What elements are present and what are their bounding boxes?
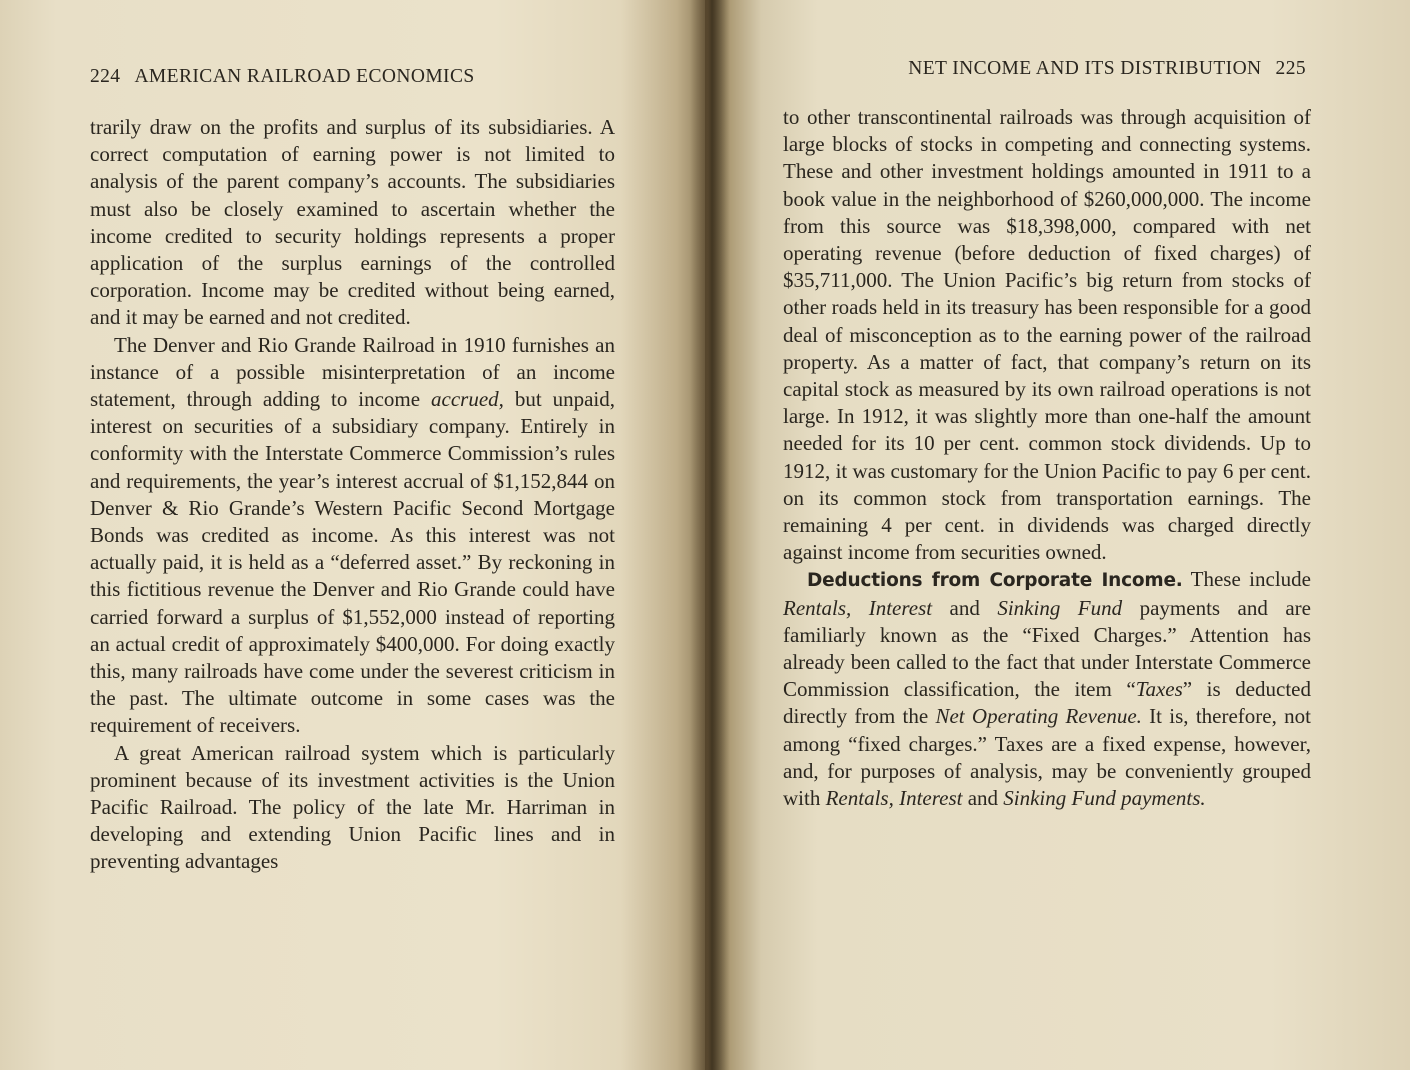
paragraph-deductions [783,566,1311,812]
deductions-heading: Deductions from Corporate Income. [807,570,1183,592]
deductions-italic-3: Taxes [1135,677,1183,702]
left-running-title: AMERICAN RAILROAD ECONOMICS [134,66,475,87]
paragraph-transcontinental: to other transcontinental railroads was through acquisition of large blocks of stocks in competing and connecting systems. These and other investment holdings amounted in 1911 to a book value in the neighborhood of $260,000,000. The income from this source was $18,398,000, compared with net operating revenue (before deduction of fixed charges) of $35,711,000. The Union Pacific’s big return from stocks of other roads held in its treasury has been responsible for a good deal of misconception as to the earning power of the railroad property. As a matter of fact, that company’s return on its capital stock as measured by its own railroad operations is not large. In 1912, it was slightly more than one-half the amount needed for its 10 per cent. common stock dividends. Up to 1912, it was customary for the Union Pacific to pay 6 per cent. on its common stock from transportation earnings. The remaining 4 per cent. in dividends was charged directly against income from securities owned. [783,105,1311,565]
deductions-italic-1: Rentals, Interest [783,595,933,620]
denver-text-part-1: The Denver and Rio Grande Railroad in 1910 furnishes an instance of a possible misinterpretation of an income statement, through adding to income [90,332,615,412]
paragraph-union-pacific: A great American railroad system which is particularly prominent because of its investment activities is the Union Pacific Railroad. The policy of the late Mr. Harriman in developing and extending Union Pacific lines and in preventing advantages [90,740,615,874]
deductions-text-5: It is, therefore, not among “fixed charges.” Taxes are a fixed expense, however, and, for purposes of analysis, may be conveniently grouped with [783,704,1311,811]
deductions-text-1: These include [1182,567,1311,592]
right-running-title: NET INCOME AND ITS DISTRIBUTION [908,58,1262,79]
deductions-text-6: and [962,786,1004,811]
deductions-text-4: ” is deducted directly from the [783,677,1311,729]
denver-italic-accrued: accrued, [431,387,504,412]
right-page [705,0,1410,1070]
denver-text-part-2: but unpaid, interest on securities of a subsidiary company. Entirely in conformity with the Interstate Commerce Commission’s rules and requirements, the year’s interest accrual of $1,152,844 on Denver & Rio Grande’s Western Pacific Second Mortgage Bonds was credited as income. As this interest was not actually paid, it is held as a “deferred asset.” By reckoning in this fictitious revenue the Denver and Rio Grande could have carried forward a surplus of $1,552,000 instead of reporting an actual credit of approximately $400,000. For doing exactly this, many railroads have come under the severest criticism in the past. The ultimate outcome in some cases was the requirement of receivers. [90,387,615,738]
deductions-text-2: and [932,595,998,620]
deductions-italic-2: Sinking Fund [997,595,1123,620]
left-page-number: 224 [90,66,121,87]
deductions-text-3: payments and are familiarly known as the “Fixed Charges.” Attention has already been called to the fact that under Interstate Commerce Commission classification, the item “ [783,595,1311,702]
left-text-block [90,114,615,876]
right-page-number: 225 [1275,58,1306,79]
paragraph-denver-rio-grande [90,332,615,740]
deductions-italic-4: Net Operating Revenue. [935,704,1142,729]
paragraph-subsidiaries: trarily draw on the profits and surplus of its subsidiaries. A correct computation of earning power is not limited to analysis of the parent company’s accounts. The subsidiaries must also be closely examined to ascertain whether the income credited to security holdings represents a proper application of the surplus earnings of the controlled corporation. Income may be credited without being earned, and it may be earned and not credited. [90,115,615,330]
right-text-block [783,104,1311,812]
deductions-italic-5: Rentals, Interest [825,786,963,811]
deductions-italic-6: Sinking Fund payments. [1003,786,1206,811]
right-running-head [908,58,1306,80]
left-running-head [90,66,475,88]
